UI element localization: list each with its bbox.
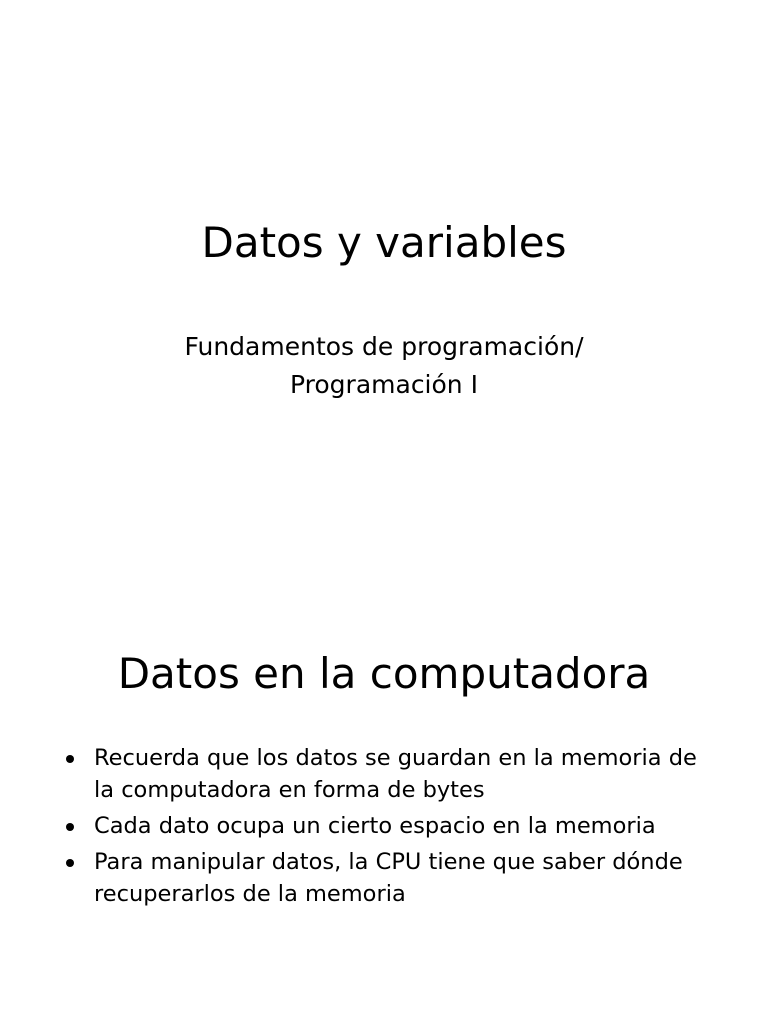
bullet-item [62, 742, 722, 806]
presentation-subtitle [0, 328, 768, 404]
bullet-text: Recuerda que los datos se guardan en la memoria de la computadora en forma de bytes [94, 745, 697, 803]
bullet-item [62, 810, 722, 842]
subtitle-line: Fundamentos de programación/ [184, 332, 584, 361]
bullet-icon [66, 859, 74, 867]
bullet-item [62, 846, 722, 910]
bullet-list [62, 742, 722, 914]
bullet-icon [66, 823, 74, 831]
slide-title: Datos en la computadora [117, 649, 651, 698]
presentation-title: Datos y variables [201, 218, 567, 267]
content-slide [0, 512, 768, 1024]
bullet-text: Cada dato ocupa un cierto espacio en la memoria [94, 813, 656, 839]
subtitle-line: Programación I [290, 370, 478, 399]
bullet-icon [66, 755, 74, 763]
bullet-text: Para manipular datos, la CPU tiene que saber dónde recuperarlos de la memoria [94, 849, 683, 907]
